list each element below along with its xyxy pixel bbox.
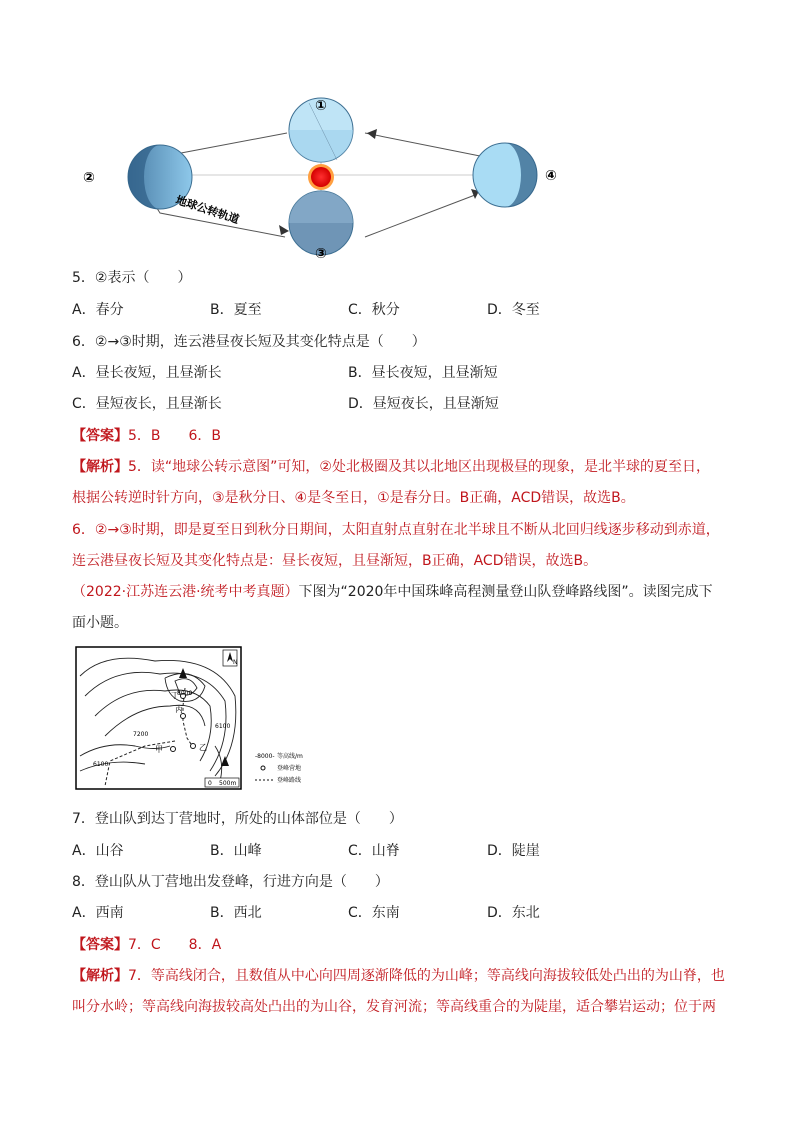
label-2: ②: [83, 170, 95, 186]
contour-label: 7200: [133, 731, 149, 738]
analysis-text: 7．等高线闭合，且数值从中心向四周逐渐降低的为山峰；等高线向海拔较低处凸出的为山脊，也: [128, 968, 725, 984]
camp-icon: [171, 747, 176, 752]
q5-option-c[interactable]: C．秋分: [348, 302, 400, 318]
camp-label: 乙: [199, 743, 207, 752]
camp-icon: [181, 714, 186, 719]
q8-option-b[interactable]: B．西北: [210, 905, 262, 921]
q7-option-c[interactable]: C．山脊: [348, 843, 400, 859]
svg-text:N: N: [233, 659, 238, 666]
orbit-label: 地球公转轨道: [174, 193, 241, 227]
label-1: ①: [315, 98, 327, 114]
q7-option-d[interactable]: D．陡崖: [487, 843, 540, 859]
intro-2-line-1: [72, 582, 713, 602]
q5-option-b[interactable]: B．夏至: [210, 302, 262, 318]
orbit-path: [365, 195, 475, 237]
q7-option-a[interactable]: A．山谷: [72, 843, 124, 859]
q6-option-a[interactable]: A．昼长夜短，且昼渐长: [72, 365, 222, 381]
camp-label: 丁: [171, 691, 179, 700]
answer-label: 【答案】: [72, 937, 128, 953]
map-legend: [255, 752, 303, 784]
svg-text:等高线/m: 等高线/m: [277, 753, 303, 760]
camp-icon: [191, 744, 196, 749]
svg-text:登峰路线: 登峰路线: [277, 777, 302, 784]
q8-option-a[interactable]: A．西南: [72, 905, 124, 921]
question-source: （2022·江苏连云港·统考中考真题）: [72, 584, 299, 600]
analysis-text: 5．读“地球公转示意图”可知，②处北极圈及其以北地区出现极昼的现象，是北半球的夏至日，: [128, 459, 710, 475]
q5-stem: 5．②表示（ ）: [72, 270, 192, 286]
q5-option-d[interactable]: D．冬至: [487, 302, 540, 318]
contour-label: 6100: [215, 723, 231, 730]
svg-text:500m: 500m: [219, 780, 237, 787]
answer-block-1: [72, 426, 221, 446]
answer-block-2: [72, 935, 221, 955]
scale-bar: [205, 778, 239, 787]
analysis-1-line-3: 6．②→③时期，即是夏至日到秋分日期间，太阳直射点直射在北半球且不断从北回归线逐步移动到赤道，: [72, 522, 720, 538]
contour-label: 8000: [177, 690, 193, 697]
label-4: ④: [545, 168, 557, 184]
intro-2-line-2: 面小题。: [72, 615, 128, 631]
q7-stem: 7．登山队到达丁营地时，所处的山体部位是（ ）: [72, 811, 403, 827]
q5-option-a[interactable]: A．春分: [72, 302, 124, 318]
analysis-2-line-2: 叫分水岭；等高线向海拔较高处凸出的为山谷，发育河流；等高线重合的为陡崖，适合攀岩运动；位于两: [72, 999, 716, 1015]
contour-label: 6100: [93, 761, 109, 768]
globe-4: [473, 143, 537, 207]
orbit-path: [365, 133, 485, 157]
camp-label: 丙: [175, 705, 183, 714]
intro-text: 下图为“2020年中国珠峰高程测量登山队登峰路线图”。读图完成下: [298, 584, 713, 600]
svg-text:登峰营地: 登峰营地: [277, 765, 302, 772]
answer-label: 【答案】: [72, 428, 128, 444]
q6-option-b[interactable]: B．昼长夜短，且昼渐短: [348, 365, 498, 381]
contour-map: [75, 646, 335, 790]
svg-text:-8000-: -8000-: [255, 753, 275, 760]
north-arrow: [223, 650, 238, 666]
camp-label: 甲: [155, 745, 163, 754]
analysis-1-line-2: 根据公转逆时针方向，③是秋分日、④是冬至日，①是春分日。B正确，ACD错误，故选B。: [72, 490, 635, 506]
q8-option-d[interactable]: D．东北: [487, 905, 540, 921]
analysis-label: 【解析】: [72, 968, 128, 984]
q6-option-c[interactable]: C．昼短夜长，且昼渐长: [72, 396, 222, 412]
analysis-1-line-1: [72, 457, 710, 477]
analysis-1-line-4: 连云港昼夜长短及其变化特点是：昼长夜短，且昼渐短，B正确，ACD错误，故选B。: [72, 553, 598, 569]
analysis-label: 【解析】: [72, 459, 128, 475]
answer-text: 5．B 6．B: [128, 428, 222, 444]
q6-stem: 6．②→③时期，连云港昼夜长短及其变化特点是（ ）: [72, 334, 426, 350]
q6-option-d[interactable]: D．昼短夜长，且昼渐短: [348, 396, 499, 412]
q7-option-b[interactable]: B．山峰: [210, 843, 262, 859]
analysis-2-line-1: [72, 966, 725, 986]
q8-stem: 8．登山队从丁营地出发登峰，行进方向是（ ）: [72, 874, 389, 890]
label-3: ③: [315, 246, 327, 260]
sun-icon: [308, 164, 334, 190]
q8-option-c[interactable]: C．东南: [348, 905, 400, 921]
answer-text: 7．C 8．A: [128, 937, 222, 953]
earth-revolution-diagram: [75, 95, 575, 260]
svg-text:0: 0: [208, 780, 212, 787]
